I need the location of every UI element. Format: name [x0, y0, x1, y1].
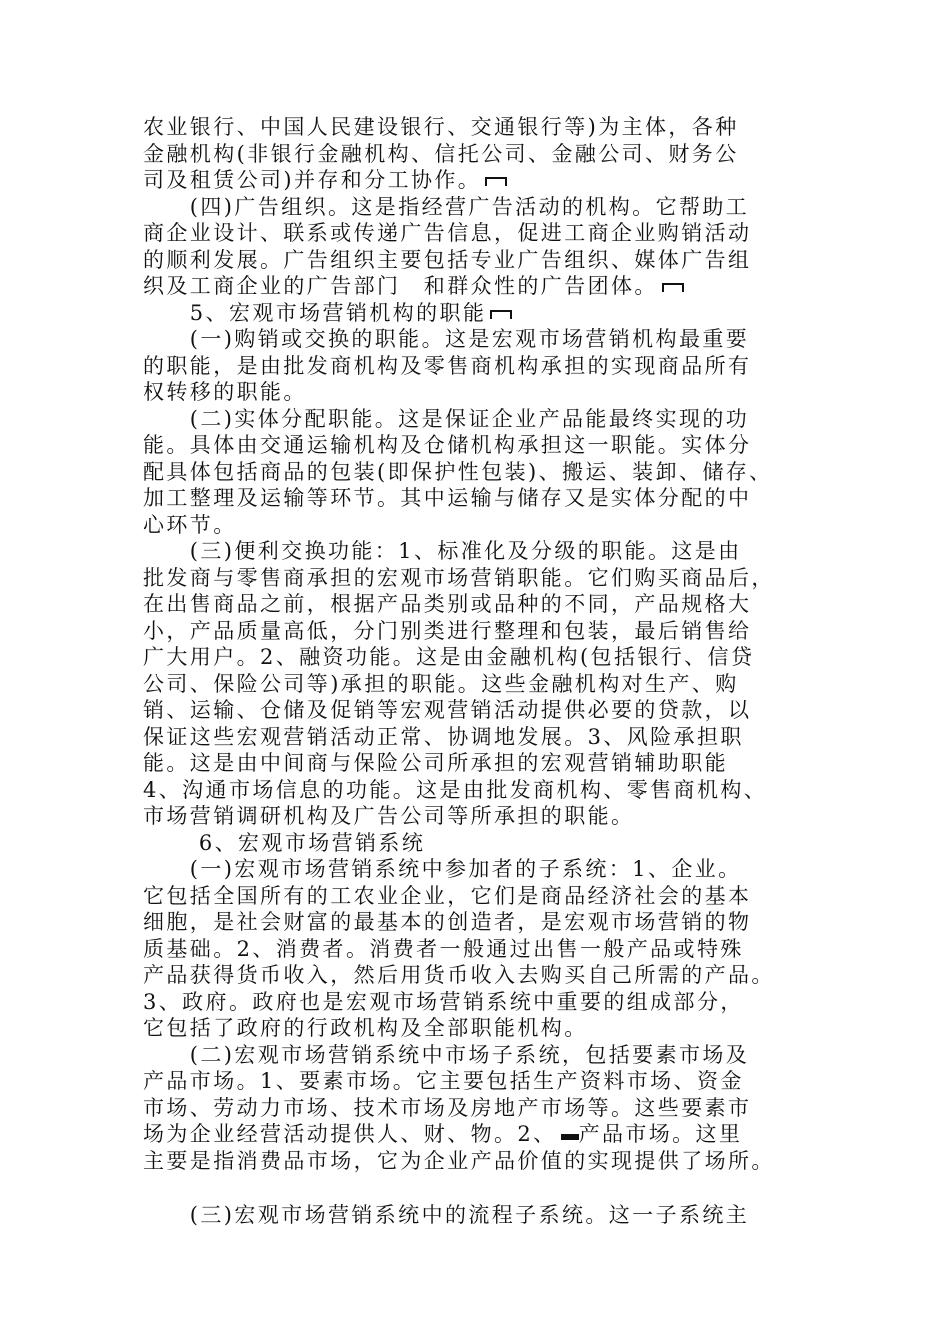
paragraph-mark-icon [490, 310, 512, 319]
text-line: 金融机构(非银行金融机构、信托公司、金融公司、财务公 [143, 141, 739, 166]
text-line: (一)宏观市场营销系统中参加者的子系统：1、企业。 [143, 857, 742, 881]
text-line: 产品获得货币收入，然后用货币收入去购买自己所需的产品。 [143, 963, 775, 987]
text-line-tail: 产品市场。这里 [578, 1122, 743, 1146]
text-line: 能。这是由中间商与保险公司所承担的宏观营销辅助职能 [143, 751, 728, 775]
text-line: 小，产品质量高低，分门别类进行整理和包装，最后销售给 [143, 618, 752, 643]
text-line: (三)宏观市场营销系统中的流程子系统。这一子系统主 [143, 1203, 750, 1227]
text-line [143, 1121, 823, 1148]
text-line: 商企业设计、联系或传递广告信息，促进工商企业购销活动 [143, 221, 752, 245]
text-line-content: 司及租赁公司)并存和分工协作。 [143, 168, 482, 192]
text-line: 销、运输、仓储及促销等宏观营销活动提供必要的贷款，以 [143, 698, 752, 722]
text-line [143, 273, 823, 300]
text-line: 配具体包括商品的包装(即保护性包装)、搬运、装卸、储存、 [143, 459, 773, 484]
text-line: 农业银行、中国人民建设银行、交通银行等)为主体，各种 [143, 115, 739, 139]
text-line: 质基础。2、消费者。消费者一般通过出售一般产品或特殊 [143, 936, 744, 961]
paragraph-mark-icon [662, 283, 684, 292]
text-line: 市场营销调研机构及广告公司等所承担的职能。 [143, 804, 635, 828]
text-line: 公司、保险公司等)承担的职能。这些金融机构对生产、购 [143, 671, 739, 696]
text-line: 批发商与零售商承担的宏观市场营销职能。它们购买商品后， [143, 565, 775, 590]
text-line: 4、沟通市场信息的功能。这是由批发商机构、零售商机构、 [143, 777, 768, 802]
text-line: 加工整理及运输等环节。其中运输与储存又是实体分配的中 [143, 486, 752, 510]
text-line: 广大用户。2、融资功能。这是由金融机构(包括银行、信贷 [143, 645, 755, 669]
section-heading: 6、宏观市场营销系统 [143, 830, 426, 855]
text-line: 它包括全国所有的工农业企业，它们是商品经济社会的基本 [143, 883, 752, 908]
text-line: (二)实体分配职能。这是保证企业产品能最终实现的功 [143, 406, 750, 431]
text-line: 3、政府。政府也是宏观市场营销系统中重要的组成部分， [143, 989, 744, 1014]
text-line: (三)便利交换功能：1、标准化及分级的职能。这是由 [143, 539, 742, 563]
text-line: 能。具体由交通运输机构及仓储机构承担这一职能。实体分 [143, 433, 752, 457]
paragraph-mark-icon [561, 1134, 579, 1140]
text-line: 在出售商品之前，根据产品类别或品种的不同，产品规格大 [143, 592, 752, 616]
text-line: 细胞，是社会财富的最基本的创造者，是宏观市场营销的物 [143, 910, 752, 934]
text-line [143, 167, 823, 194]
text-line: 主要是指消费品市场，它为企业产品价值的实现提供了场所。 [143, 1148, 775, 1173]
text-line: 心环节。 [143, 512, 237, 537]
section-heading [143, 300, 823, 327]
text-line: 的顺利发展。广告组织主要包括专业广告组织、媒体广告组 [143, 247, 752, 272]
text-line: (二)宏观市场营销系统中市场子系统，包括要素市场及 [143, 1042, 750, 1067]
text-line: 它包括了政府的行政机构及全部职能机构。 [143, 1016, 588, 1040]
text-line: 保证这些宏观营销活动正常、协调地发展。3、风险承担职 [143, 724, 744, 749]
document-page [143, 114, 823, 1229]
text-line: 权转移的职能。 [143, 380, 307, 404]
blank-line [143, 1174, 823, 1202]
text-line: (一)购销或交换的职能。这是宏观市场营销机构最重要 [143, 327, 750, 351]
text-line: 市场、劳动力市场、技术市场及房地产市场等。这些要素市 [143, 1095, 752, 1120]
text-line: 产品市场。1、要素市场。它主要包括生产资料市场、资金 [143, 1069, 744, 1093]
text-line-content: 场为企业经营活动提供人、财、物。2、 [143, 1122, 557, 1146]
paragraph-mark-icon [485, 177, 507, 186]
text-line: (四)广告组织。这是指经营广告活动的机构。它帮助工 [143, 194, 750, 219]
text-line-content: 织及工商企业的广告部门 和群众性的广告团体。 [143, 274, 658, 298]
section-heading-text: 5、宏观市场营销机构的职能 [143, 300, 487, 325]
text-line: 的职能，是由批发商机构及零售商机构承担的实现商品所有 [143, 353, 752, 378]
